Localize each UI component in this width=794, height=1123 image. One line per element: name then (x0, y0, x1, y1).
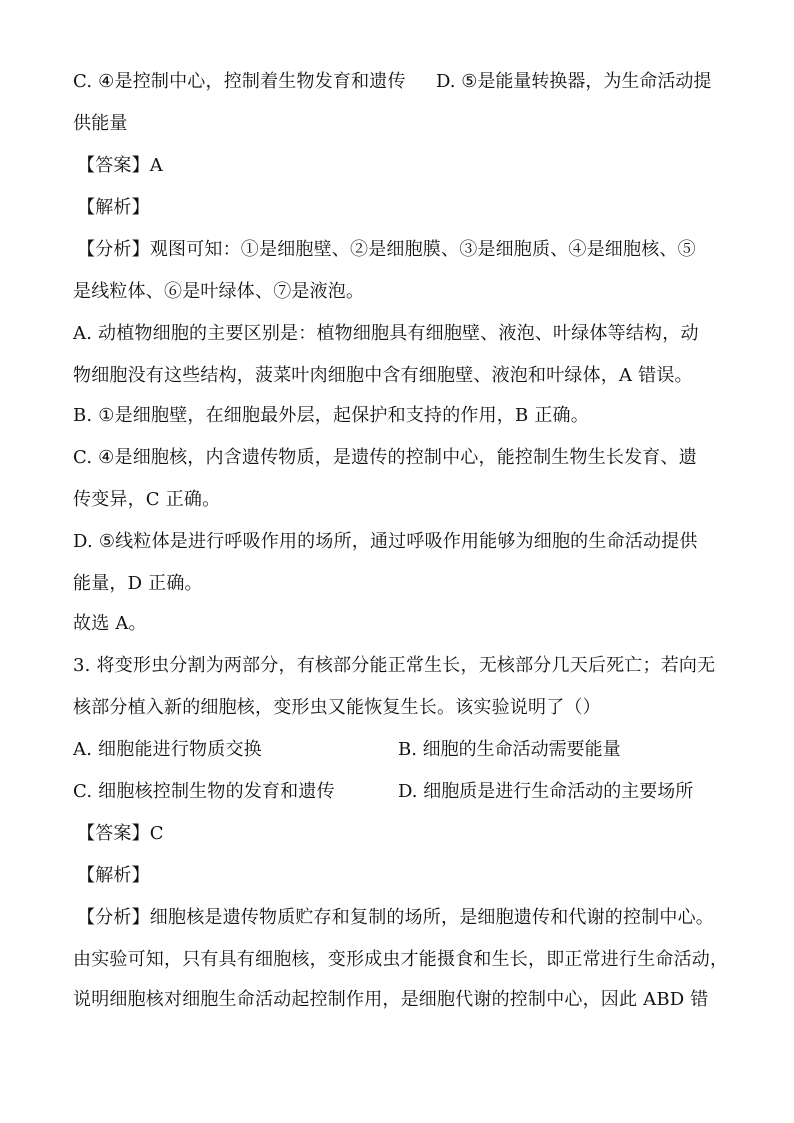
q2-explain-d-line1: D. ⑤线粒体是进行呼吸作用的场所，通过呼吸作用能够为细胞的生命活动提供 (73, 531, 698, 552)
q3-stem-line2: 核部分植入新的细胞核，变形虫又能恢复生长。该实验说明了（） (73, 697, 601, 718)
q3-answer: 【答案】C (77, 823, 164, 844)
q2-explain-a-line2: 物细胞没有这些结构，菠菜叶肉细胞中含有细胞壁、液泡和叶绿体，A 错误。 (73, 365, 693, 386)
q2-explain-a-line1: A. 动植物细胞的主要区别是：植物细胞具有细胞壁、液泡、叶绿体等结构，动 (73, 323, 699, 344)
q2-choose: 故选 A。 (73, 613, 147, 634)
q2-analysis-line2: 是线粒体、⑥是叶绿体、⑦是液泡。 (73, 281, 365, 302)
q2-explain-d-line2: 能量，D 正确。 (73, 573, 203, 594)
q3-analysis-line2: 由实验可知，只有具有细胞核，变形成虫才能摄食和生长，即正常进行生命活动， (73, 949, 729, 970)
q2-answer: 【答案】A (77, 155, 163, 176)
q3-stem-line1: 3. 将变形虫分割为两部分，有核部分能正常生长，无核部分几天后死亡；若向无 (73, 655, 716, 676)
q3-analysis-line1: 【分析】细胞核是遗传物质贮存和复制的场所，是细胞遗传和代谢的控制中心。 (77, 907, 714, 928)
q2-option-d-line1: D. ⑤是能量转换器，为生命活动提 (436, 71, 712, 92)
q2-explain-c-line1: C. ④是细胞核，内含遗传物质，是遗传的控制中心，能控制生物生长发育、遗 (73, 447, 697, 468)
q2-explain-c-line2: 传变异，C 正确。 (73, 489, 221, 510)
q2-option-d-line2: 供能量 (73, 113, 128, 134)
q3-option-a: A. 细胞能进行物质交换 (73, 739, 262, 760)
q2-analysis-line1: 【分析】观图可知：①是细胞壁、②是细胞膜、③是细胞质、④是细胞核、⑤ (77, 239, 696, 260)
q3-jiexi-label: 【解析】 (77, 865, 150, 886)
q2-option-c: C. ④是控制中心，控制着生物发育和遗传 (73, 71, 406, 92)
q3-analysis-line3: 说明细胞核对细胞生命活动起控制作用，是细胞代谢的控制中心，因此 ABD 错 (73, 989, 709, 1010)
q2-explain-b: B. ①是细胞壁，在细胞最外层，起保护和支持的作用，B 正确。 (73, 405, 589, 426)
q3-option-d: D. 细胞质是进行生命活动的主要场所 (398, 781, 694, 802)
q3-option-b: B. 细胞的生命活动需要能量 (398, 739, 621, 760)
q3-option-c: C. 细胞核控制生物的发育和遗传 (73, 781, 335, 802)
q2-jiexi-label: 【解析】 (77, 197, 150, 218)
